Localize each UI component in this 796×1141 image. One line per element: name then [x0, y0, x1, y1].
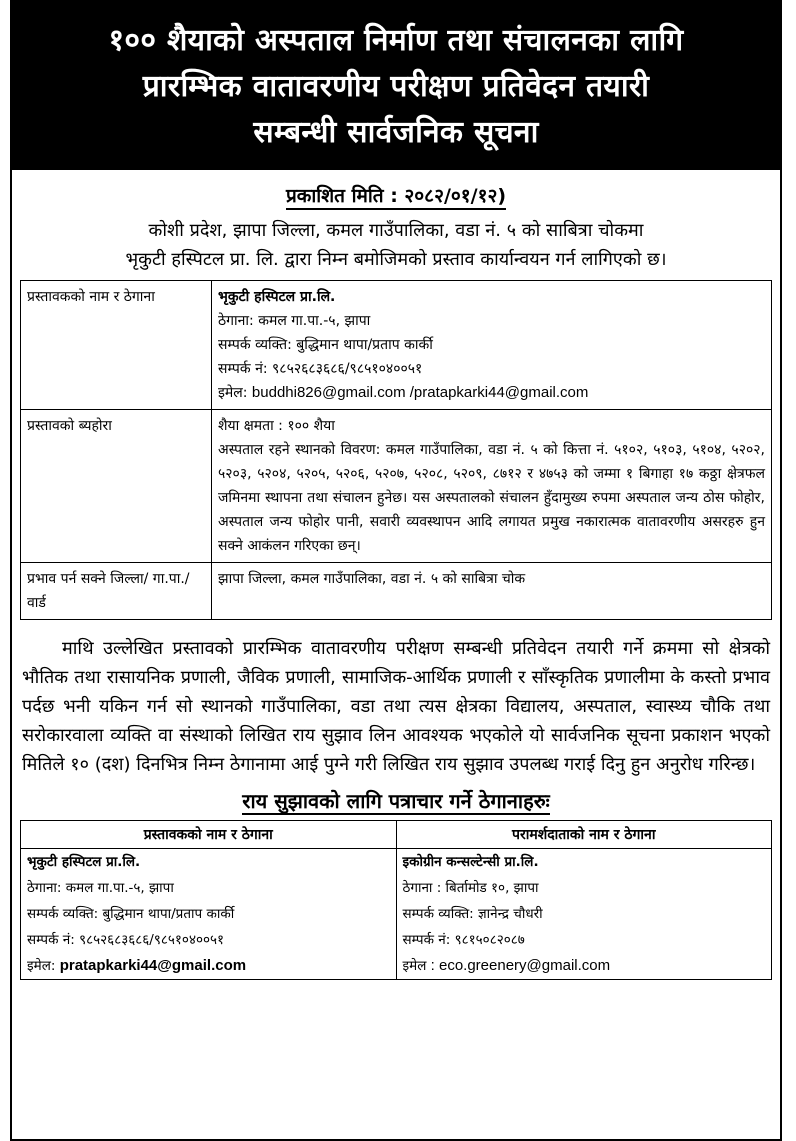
- contacts-heading-text: राय सुझावको लागि पत्राचार गर्ने ठेगानाहरुः: [242, 789, 550, 813]
- proposer-contact-name: भृकुटी हस्पिटल प्रा.लि.: [27, 854, 141, 870]
- title-line-1: १०० शैयाको अस्पताल निर्माण तथा संचालनका लागि: [108, 23, 684, 58]
- table-row: [21, 821, 772, 980]
- title-line-2: प्रारम्भिक वातावरणीय परीक्षण प्रतिवेदन तयारी: [142, 69, 650, 104]
- proposer-address: ठेगाना: कमल गा.पा.-५, झापा: [218, 313, 371, 329]
- proposer-email-link[interactable]: buddhi826@gmail.com /pratapkarki44@gmail.com: [251, 384, 589, 401]
- proposer-contact-card: [21, 821, 397, 980]
- proposer-contact-person: सम्पर्क व्यक्ति: बुद्धिमान थापा/प्रताप कार्की: [218, 337, 433, 353]
- email-label: इमेल: [402, 958, 427, 974]
- intro-text: [20, 216, 772, 274]
- consultant-contact-email-line: [397, 953, 772, 979]
- bed-capacity: शैया क्षमता : १०० शैया: [218, 418, 335, 434]
- table-row: [21, 563, 772, 620]
- notice-body: [10, 170, 782, 1141]
- proposer-info: [212, 281, 772, 410]
- consultant-contact-heading: परामर्शदाताको नाम र ठेगाना: [397, 821, 772, 849]
- subject-info: [212, 410, 772, 563]
- title-line-3: सम्बन्धी सार्वजनिक सूचना: [253, 115, 539, 150]
- notice-title-banner: [10, 0, 782, 170]
- intro-line-1: कोशी प्रदेश, झापा जिल्ला, कमल गाउँपालिका, वडा नं. ५ को साबित्रा चोकमा: [148, 220, 644, 241]
- public-notice: [10, 0, 782, 1141]
- proposer-contact-heading: प्रस्तावकको नाम र ठेगाना: [21, 821, 396, 849]
- subject-label: प्रस्तावको ब्यहोरा: [21, 410, 212, 563]
- proposer-label: प्रस्तावकको नाम र ठेगाना: [21, 281, 212, 410]
- consultant-contact-address: ठेगाना : बिर्तामोड १०, झापा: [402, 880, 539, 896]
- email-label: इमेल:: [27, 958, 56, 974]
- proposer-contact-person: सम्पर्क व्यक्ति: बुद्धिमान थापा/प्रताप कार्की: [27, 906, 235, 922]
- table-row: [21, 281, 772, 410]
- proposer-phone: सम्पर्क नं: ९८५२६८३६८६/९८५१०४००५१: [218, 361, 423, 377]
- consultant-contact-person: सम्पर्क व्यक्ति: ज्ञानेन्द्र चौधरी: [402, 906, 543, 922]
- contacts-heading: [20, 787, 772, 814]
- consultant-contact-card: [396, 821, 772, 980]
- consultant-contact-email-link[interactable]: : eco.greenery@gmail.com: [430, 957, 611, 974]
- impact-area-label: प्रभाव पर्न सक्ने जिल्ला/ गा.पा./वार्ड: [21, 563, 212, 620]
- proposer-contact-phone: सम्पर्क नं: ९८५२६८३६८६/९८५१०४००५१: [27, 932, 225, 948]
- published-date-text: प्रकाशित मिति : २०८२/०१/१२): [286, 185, 506, 210]
- proposer-email-line: [218, 381, 765, 405]
- proposer-contact-address: ठेगाना: कमल गा.पा.-५, झापा: [27, 880, 174, 896]
- table-row: [21, 410, 772, 563]
- request-paragraph: माथि उल्लेखित प्रस्तावको प्रारम्भिक वातावरणीय परीक्षण सम्बन्धी प्रतिवेदन तयारी गर्ने क्रममा सो क्षेत्रको भौतिक तथा रासायनिक प्रणाली, जैविक प्रणाली, सामाजिक-आर्थिक प्रणाली र साँस्कृतिक प्रणालीमा के कस्तो प्रभाव पर्दछ भनी यकिन गर्न सो स्थानको गाउँपालिका, वडा तथा त्यस क्षेत्रका विद्यालय, अस्पताल, स्वास्थ्य चौकि तथा सरोकारवाला व्यक्ति वा संस्थाको लिखित राय सुझाव लिन आवश्यक भएकोले यो सार्वजनिक सूचना प्रकाशन भएको मितिले १० (दश) दिनभित्र निम्न ठेगानामा आई पुग्ने गरी लिखित राय सुझाव उपलब्ध गराई दिनु हुन अनुरोध गरिन्छ।: [22, 638, 770, 775]
- consultant-contact-phone: सम्पर्क नं: ९८१५०८२०८७: [402, 932, 525, 948]
- intro-line-2: भृकुटी हस्पिटल प्रा. लि. द्वारा निम्न बमोजिमको प्रस्ताव कार्यान्वयन गर्न लागिएको छ।: [125, 249, 667, 270]
- site-description: अस्पताल रहने स्थानको विवरण: कमल गाउँपालिका, वडा नं. ५ को कित्ता नं. ५१०२, ५१०३, ५१०४, ५२०२, ५२०३, ५२०४, ५२०५, ५२०६, ५२०७, ५२०८, ५२०९, ८७१२ र ४७५३ को जम्मा १ बिगाहा १७ कठ्ठा क्षेत्रफल जमिनमा स्थापना तथा संचालन हुनेछ। यस अस्पतालको संचालन हुँदामुख्य रुपमा अस्पताल जन्य ठोस फोहोर, अस्पताल जन्य फोहोर पानी, सवारी व्यवस्थापन आदि लगायत प्रमुख नकारात्मक वातावरणीय असरहरु हुन सक्ने आकंलन गरिएका छन्।: [218, 442, 765, 554]
- contacts-table: [20, 820, 772, 980]
- proposer-name: भृकुटी हस्पिटल प्रा.लि.: [218, 289, 336, 305]
- proposal-details-table: [20, 280, 772, 620]
- proposer-contact-email-link[interactable]: pratapkarki44@gmail.com: [59, 957, 247, 974]
- published-date: [20, 182, 772, 208]
- proposer-contact-email-line: [21, 953, 396, 979]
- email-label: इमेल:: [218, 385, 248, 401]
- impact-area-value: झापा जिल्ला, कमल गाउँपालिका, वडा नं. ५ को साबित्रा चोक: [212, 563, 772, 620]
- consultant-contact-name: इकोग्रीन कन्सल्टेन्सी प्रा.लि.: [402, 854, 539, 870]
